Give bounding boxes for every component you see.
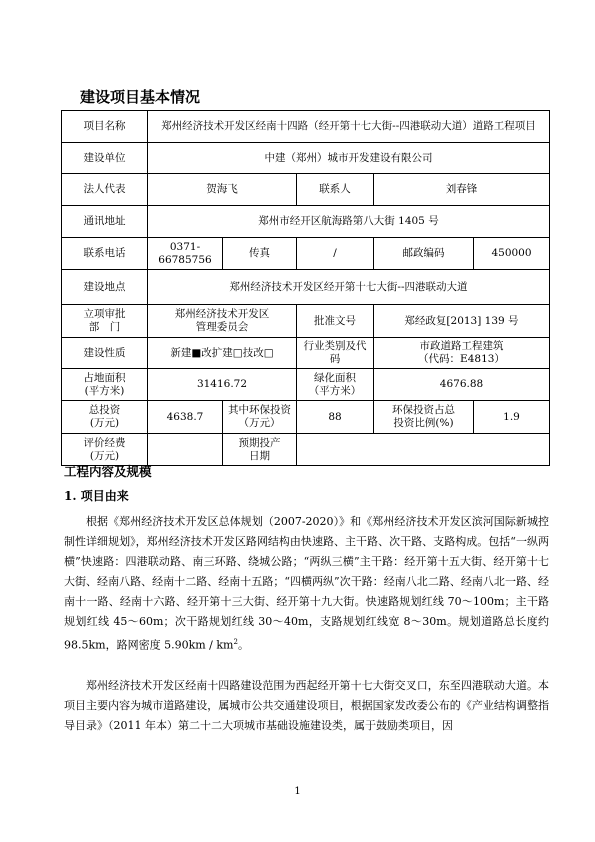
green-label [297,369,374,401]
subsection-heading: 1. 项目由来 [64,489,129,503]
env-ratio-label [374,401,474,434]
area-value: 31416.72 [148,369,297,401]
address-value: 郑州市经开区航海路第八大街 1405 号 [148,206,550,238]
paragraph-2-text: 郑州经济技术开发区经南十四路建设范围为西起经开第十七大街交叉口，东至四港联动大道。本项目主要内容为城市道路建设，属城市公共交通建设项目，根据国家发改委公布的《产业结构调整指导目录》（2011 年本）第二十二大项城市基础设施建设类，属于鼓励类项目，因 [64,679,549,732]
contact-value: 刘春锋 [374,174,550,206]
prod-date-value [297,434,550,466]
row-phone [62,238,550,270]
industry-value [374,338,550,369]
env-inv-label-line1: 其中环保投资 [228,404,291,416]
row-project-name [62,111,550,143]
row-address [62,206,550,238]
row-legal-rep [62,174,550,206]
row-area [62,369,550,401]
nature-label: 建设性质 [62,338,148,369]
contact-label: 联系人 [297,174,374,206]
row-approval [62,305,550,338]
project-name-label: 项目名称 [62,111,148,143]
eval-fee-value [148,434,223,466]
area-label-line1: 占地面积 [83,371,126,384]
approval-dept-label-line1: 立项审批 [83,308,126,320]
fax-label: 传真 [223,238,297,270]
page-title: 建设项目基本情况 [80,88,201,106]
industry-label: 行业类别及代码 [297,338,374,369]
approval-dept-value-line1: 郑州经济技术开发区 [174,308,270,320]
builder-label: 建设单位 [62,143,148,174]
total-inv-label-line1: 总投资 [88,404,121,416]
eval-fee-label [62,434,148,466]
phone-label: 联系电话 [62,238,148,270]
green-label-line1: 绿化面积 [314,371,356,384]
total-inv-value: 4638.7 [148,401,223,434]
approval-no-label: 批准文号 [297,305,374,338]
paragraph-1 [64,512,549,656]
legal-rep-label: 法人代表 [62,174,148,206]
area-label [62,369,148,401]
section-heading: 工程内容及规模 [64,464,152,479]
env-ratio-label-line1: 环保投资占总 [392,404,455,416]
phone-value: 0371-66785756 [148,238,223,270]
legal-rep-value: 贺海飞 [148,174,297,206]
total-inv-label-line2: (万元) [89,417,120,429]
env-inv-value: 88 [297,401,374,434]
address-label: 通讯地址 [62,206,148,238]
project-name-value: 郑州经济技术开发区经南十四路（经开第十七大街--四港联动大道）道路工程项目 [148,111,550,143]
total-inv-label [62,401,148,434]
industry-value-line1: 市政道路工程建筑 [419,340,504,352]
location-label: 建设地点 [62,270,148,305]
location-value: 郑州经济技术开发区经开第十七大街--四港联动大道 [148,270,550,305]
industry-value-line2: （代码：E4813） [418,353,505,365]
fax-value: / [297,238,374,270]
paragraph-1-text: 根据《郑州经济技术开发区总体规划（2007-2020）》和《郑州经济技术开发区滨河国际新城控制性详细规划》，郑州经济技术开发区路网结构由快速路、主干路、次干路、支路构成。包括“一纵两横”快速路：四港联动路、南三环路、绕城公路；“两纵三横”主干路：经开第十五大街、经开第十七大街、经南八路、经南十二路、经南十五路；“四横两纵”次干路：经南八北二路、经南八北一路、经南十一路、经南十六路、经开第十三大街、经开第十九大街。快速路规划红线 70～100m；主干路规划红线 45～60m；次干路规划红线 30～40m，支路规划红线宽 8～30m。规划道路总长度约 98.5km，路网密度 5.90km / km [64,515,549,652]
green-value: 4676.88 [374,369,550,401]
prod-date-label-line2: 日期 [249,449,270,462]
env-ratio-value: 1.9 [474,401,550,434]
row-builder [62,143,550,174]
postal-label: 邮政编码 [374,238,474,270]
env-inv-label [223,401,297,434]
approval-dept-value [148,305,297,338]
eval-fee-label-line2: (万元) [89,449,120,462]
env-ratio-label-line2: 投资比例(%) [393,417,454,429]
paragraph-1-superscript: 2 [233,638,238,646]
approval-no-value: 郑经政复[2013] 139 号 [374,305,550,338]
nature-value: 新建■改扩建□技改□ [148,338,297,369]
builder-value: 中建（郑州）城市开发建设有限公司 [148,143,550,174]
row-investment [62,401,550,434]
row-location [62,270,550,305]
area-label-line2: (平方米) [84,384,125,397]
prod-date-label-line1: 预期投产 [238,436,281,449]
page-number: 1 [294,786,301,797]
green-label-line2: （平方米） [308,384,362,397]
approval-dept-label [62,305,148,338]
paragraph-1-end: 。 [237,638,249,652]
row-eval-fee [62,434,550,466]
prod-date-label [223,434,297,466]
eval-fee-label-line1: 评价经费 [83,436,126,449]
paragraph-2 [64,676,549,736]
approval-dept-label-line2: 部 门 [88,321,121,333]
env-inv-label-line2: （万元） [238,417,281,429]
approval-dept-value-line2: 管理委员会 [195,321,249,333]
row-nature [62,338,550,369]
project-info-table [61,110,550,466]
postal-value: 450000 [474,238,550,270]
